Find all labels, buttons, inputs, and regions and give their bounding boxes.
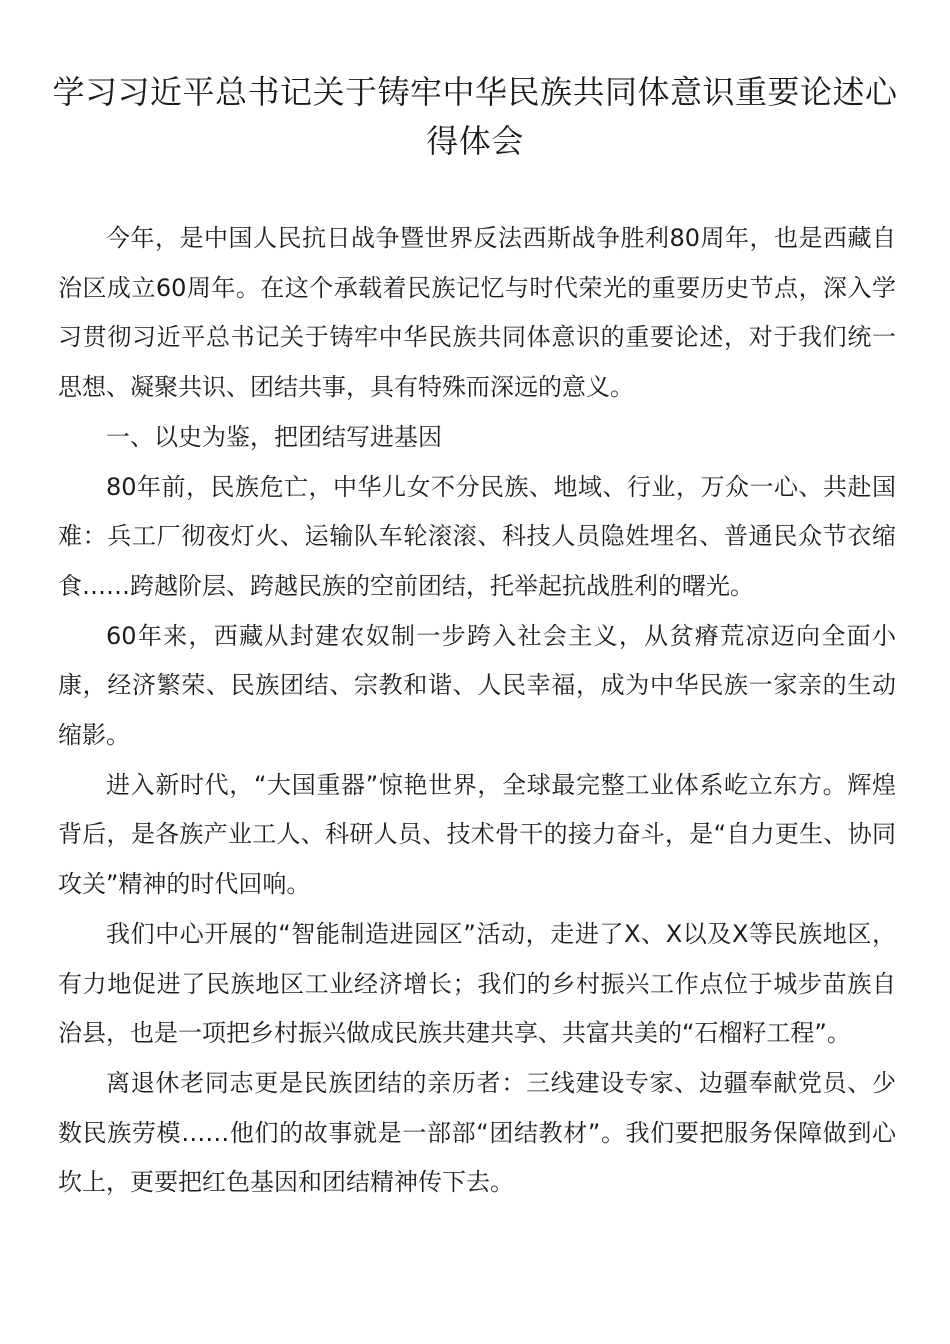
document-title: 学习习近平总书记关于铸牢中华民族共同体意识重要论述心得体会 [52, 73, 898, 160]
paragraph-new-era: 进入新时代，“大国重器”惊艳世界，全球最完整工业体系屹立东方。辉煌背后，是各族产业工人、科研人员、技术骨干的接力奋斗，是“自力更生、协同攻关”精神的时代回响。 [58, 770, 896, 899]
document-body [58, 214, 896, 1208]
paragraph-80-years: 80年前，民族危亡，中华儿女不分民族、地域、行业，万众一心、共赴国难：兵工厂彻夜灯火、运输队车轮滚滚、科技人员隐姓埋名、普通民众节衣缩食……跨越阶层、跨越民族的空前团结，托举起抗战胜利的曙光。 [58, 472, 896, 600]
section-heading: 一、以史为鉴，把团结写进基因 [106, 422, 442, 451]
paragraph-retired-comrades: 离退休老同志更是民族团结的亲历者：三线建设专家、边疆奉献党员、少数民族劳模……他们的故事就是一部部“团结教材”。我们要把服务保障做到心坎上，更要把红色基因和团结精神传下去。 [58, 1068, 896, 1197]
paragraph-center-activities: 我们中心开展的“智能制造进园区”活动，走进了X、X以及X等民族地区，有力地促进了民族地区工业经济增长；我们的乡村振兴工作点位于城步苗族自治县，也是一项把乡村振兴做成民族共建共享、共富共美的“石榴籽工程”。 [58, 919, 896, 1048]
paragraph-intro: 今年，是中国人民抗日战争暨世界反法西斯战争胜利80周年，也是西藏自治区成立60周年。在这个承载着民族记忆与时代荣光的重要历史节点，深入学习贯彻习近平总书记关于铸牢中华民族共同体意识的重要论述，对于我们统一思想、凝聚共识、团结共事，具有特殊而深远的意义。 [58, 224, 896, 402]
paragraph-60-years: 60年来，西藏从封建农奴制一步跨入社会主义，从贫瘠荒凉迈向全面小康，经济繁荣、民族团结、宗教和谐、人民幸福，成为中华民族一家亲的生动缩影。 [58, 621, 896, 750]
